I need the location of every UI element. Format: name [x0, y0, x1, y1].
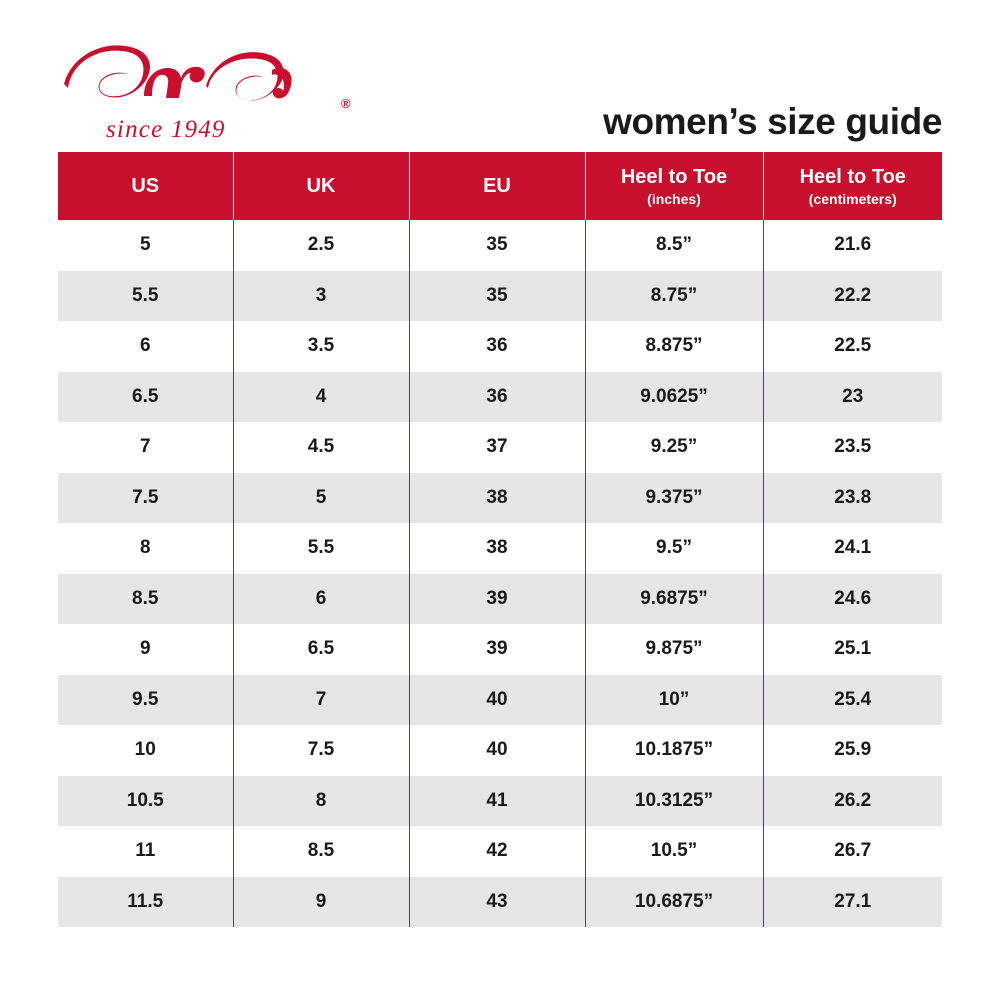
- cell-uk: 4: [233, 372, 409, 423]
- cell-inches: 9.375”: [585, 473, 763, 524]
- cell-centimeters: 25.1: [763, 624, 942, 675]
- column-header-us-label: US: [131, 174, 160, 197]
- table-body: [58, 220, 942, 927]
- cell-uk: 3: [233, 271, 409, 322]
- cell-centimeters: 21.6: [763, 220, 942, 271]
- cell-eu: 41: [409, 776, 585, 827]
- cell-us: 11: [58, 826, 233, 877]
- cell-inches: 10.1875”: [585, 725, 763, 776]
- cell-uk: 6: [233, 574, 409, 625]
- cell-eu: 35: [409, 271, 585, 322]
- cell-us: 5.5: [58, 271, 233, 322]
- cell-us: 10.5: [58, 776, 233, 827]
- cell-uk: 7: [233, 675, 409, 726]
- cell-uk: 2.5: [233, 220, 409, 271]
- cell-centimeters: 23.8: [763, 473, 942, 524]
- cell-centimeters: 22.5: [763, 321, 942, 372]
- cell-us: 5: [58, 220, 233, 271]
- table-row: [58, 574, 942, 625]
- brand-block: [58, 40, 358, 145]
- cell-inches: 9.6875”: [585, 574, 763, 625]
- cell-centimeters: 23: [763, 372, 942, 423]
- table-row: [58, 675, 942, 726]
- size-chart-table: [58, 152, 942, 927]
- column-header-eu-label: EU: [483, 174, 511, 197]
- table-row: [58, 624, 942, 675]
- page-title: women’s size guide: [603, 101, 942, 142]
- cell-inches: 9.25”: [585, 422, 763, 473]
- table-row: [58, 877, 942, 928]
- cell-us: 6: [58, 321, 233, 372]
- cell-inches: 10”: [585, 675, 763, 726]
- cell-us: 11.5: [58, 877, 233, 928]
- cell-eu: 42: [409, 826, 585, 877]
- table-row: [58, 321, 942, 372]
- cell-eu: 37: [409, 422, 585, 473]
- table-row: [58, 826, 942, 877]
- cell-uk: 8.5: [233, 826, 409, 877]
- cell-uk: 7.5: [233, 725, 409, 776]
- table-row: [58, 422, 942, 473]
- ara-logo-icon: [58, 40, 298, 112]
- cell-inches: 10.5”: [585, 826, 763, 877]
- cell-inches: 9.875”: [585, 624, 763, 675]
- page-header: [58, 40, 942, 145]
- cell-inches: 9.0625”: [585, 372, 763, 423]
- cell-centimeters: 22.2: [763, 271, 942, 322]
- registered-trademark-mark: ®: [341, 96, 351, 111]
- cell-eu: 40: [409, 675, 585, 726]
- cell-uk: 4.5: [233, 422, 409, 473]
- column-header-centimeters-sub: (centimeters): [808, 190, 897, 207]
- cell-eu: 39: [409, 574, 585, 625]
- table-row: [58, 220, 942, 271]
- cell-us: 8: [58, 523, 233, 574]
- column-header-inches-label: Heel to Toe: [620, 165, 728, 188]
- cell-uk: 5: [233, 473, 409, 524]
- cell-eu: 38: [409, 523, 585, 574]
- cell-us: 8.5: [58, 574, 233, 625]
- column-header-us: [58, 152, 233, 220]
- table-row: [58, 725, 942, 776]
- cell-eu: 35: [409, 220, 585, 271]
- cell-centimeters: 23.5: [763, 422, 942, 473]
- column-header-inches-sub: (inches): [647, 190, 701, 207]
- cell-inches: 10.6875”: [585, 877, 763, 928]
- cell-us: 7: [58, 422, 233, 473]
- table-row: [58, 372, 942, 423]
- cell-inches: 9.5”: [585, 523, 763, 574]
- cell-eu: 40: [409, 725, 585, 776]
- table-header-row: [58, 152, 942, 220]
- cell-eu: 36: [409, 321, 585, 372]
- cell-uk: 3.5: [233, 321, 409, 372]
- column-header-uk: [233, 152, 409, 220]
- cell-us: 9: [58, 624, 233, 675]
- table-row: [58, 523, 942, 574]
- cell-centimeters: 27.1: [763, 877, 942, 928]
- cell-us: 10: [58, 725, 233, 776]
- column-header-eu: [409, 152, 585, 220]
- cell-eu: 38: [409, 473, 585, 524]
- column-header-heel-to-toe-centimeters: [763, 152, 942, 220]
- cell-centimeters: 25.4: [763, 675, 942, 726]
- column-header-centimeters-label: Heel to Toe: [799, 165, 906, 188]
- cell-uk: 8: [233, 776, 409, 827]
- cell-eu: 36: [409, 372, 585, 423]
- cell-centimeters: 26.2: [763, 776, 942, 827]
- cell-inches: 8.875”: [585, 321, 763, 372]
- table-row: [58, 271, 942, 322]
- column-header-heel-to-toe-inches: [585, 152, 763, 220]
- cell-centimeters: 24.6: [763, 574, 942, 625]
- cell-inches: 8.75”: [585, 271, 763, 322]
- cell-us: 6.5: [58, 372, 233, 423]
- cell-eu: 43: [409, 877, 585, 928]
- cell-uk: 5.5: [233, 523, 409, 574]
- cell-centimeters: 25.9: [763, 725, 942, 776]
- cell-uk: 6.5: [233, 624, 409, 675]
- cell-us: 7.5: [58, 473, 233, 524]
- table-row: [58, 473, 942, 524]
- cell-inches: 8.5”: [585, 220, 763, 271]
- cell-centimeters: 24.1: [763, 523, 942, 574]
- brand-tagline: since 1949: [106, 116, 226, 143]
- cell-us: 9.5: [58, 675, 233, 726]
- cell-uk: 9: [233, 877, 409, 928]
- table-row: [58, 776, 942, 827]
- column-header-uk-label: UK: [306, 174, 336, 197]
- cell-eu: 39: [409, 624, 585, 675]
- cell-centimeters: 26.7: [763, 826, 942, 877]
- cell-inches: 10.3125”: [585, 776, 763, 827]
